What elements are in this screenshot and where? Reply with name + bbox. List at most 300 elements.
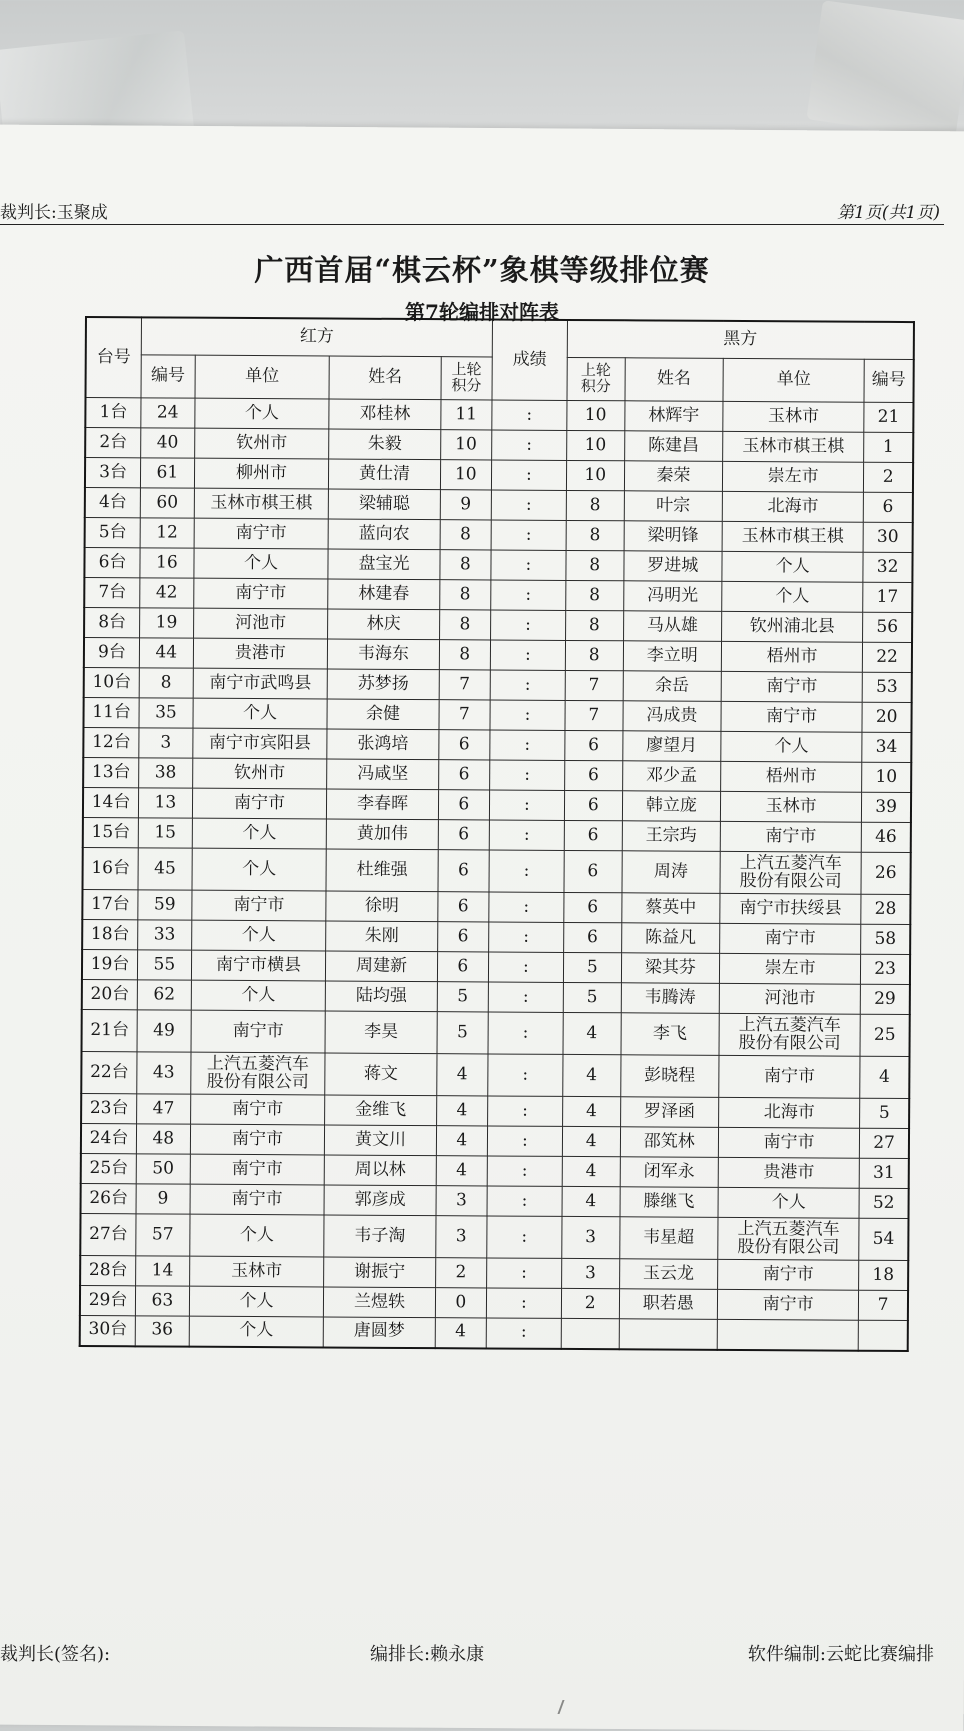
col-black-number: 编号 [864,359,914,402]
result: : [491,490,566,520]
table-row [81,1051,909,1098]
red-unit: 南宁市 [193,578,328,609]
black-prev-score: 6 [563,922,621,952]
black-number: 58 [861,924,910,954]
black-unit: 崇左市 [722,461,863,492]
black-unit: 个人 [721,731,862,762]
red-unit: 南宁市 [192,788,327,819]
red-name: 林庆 [328,609,439,640]
red-number: 50 [136,1154,190,1184]
result: : [492,400,567,430]
red-name: 李昊 [325,1011,437,1054]
black-name: 滕继飞 [620,1187,719,1218]
black-unit: 南宁市 [720,923,861,954]
black-unit: 南宁市 [719,1055,860,1098]
black-number: 29 [860,984,909,1014]
red-number: 62 [137,980,191,1010]
black-number: 56 [863,612,912,642]
black-prev-score: 4 [562,1096,620,1126]
black-name: 职若愚 [619,1289,718,1320]
red-number: 60 [140,488,194,518]
red-name: 杜维强 [326,849,438,892]
black-unit: 南宁市 [721,701,862,732]
red-prev-score: 6 [437,922,489,952]
black-name: 叶宗 [624,491,723,522]
black-unit: 南宁市 [720,821,861,852]
red-unit: 玉林市 [189,1256,324,1287]
black-unit: 玉林市棋王棋 [722,521,863,552]
result: : [490,640,565,670]
table-number: 24台 [81,1123,137,1153]
black-number: 7 [859,1290,908,1320]
black-name: 陈益凡 [621,923,720,954]
black-prev-score: 10 [567,400,625,430]
red-name: 李春晖 [327,789,438,820]
black-name: 冯明光 [623,581,722,612]
table-number: 18台 [82,919,138,949]
table-number: 4台 [85,488,141,518]
black-name: 李立明 [623,641,722,672]
red-prev-score: 5 [437,1012,489,1054]
black-prev-score [561,1318,619,1348]
result: : [489,850,564,892]
table-number: 5台 [85,518,141,548]
red-unit: 南宁市 [190,1124,325,1155]
red-prev-score: 4 [435,1318,487,1348]
black-prev-score: 4 [563,1012,621,1054]
page-info: 第1页(共1页) [837,203,940,223]
black-unit: 北海市 [719,1097,860,1128]
black-prev-score: 6 [564,790,622,820]
result: : [487,1216,562,1258]
black-number: 52 [859,1188,908,1218]
red-prev-score: 6 [437,892,489,922]
result: : [486,1288,561,1318]
black-name [619,1319,718,1350]
col-black: 黑方 [567,320,914,360]
result: : [490,730,565,760]
result: : [491,550,566,580]
table-number: 28台 [80,1255,136,1285]
table-number: 30台 [80,1315,136,1345]
red-prev-score: 10 [440,430,492,460]
red-prev-score: 3 [436,1186,488,1216]
black-name: 王宗玙 [622,821,721,852]
table-number: 9台 [84,638,140,668]
red-unit: 柳州市 [194,458,329,489]
red-prev-score: 6 [438,820,490,850]
result: : [488,1054,563,1096]
red-unit: 个人 [191,980,326,1011]
black-prev-score: 4 [562,1156,620,1186]
software-credit: 软件编制:云蛇比赛编排 [747,1644,934,1665]
red-unit: 南宁市 [190,1154,325,1185]
table-number: 8台 [84,608,140,638]
black-number: 39 [862,792,911,822]
arranger: 编排长:赖永康 [370,1644,485,1665]
table-number: 19台 [82,949,138,979]
red-number: 24 [141,398,195,428]
red-unit: 个人 [191,920,326,951]
result: : [488,982,563,1012]
table-number: 25台 [81,1153,137,1183]
black-name: 李飞 [621,1013,720,1056]
red-prev-score: 8 [440,550,492,580]
black-name: 闭军永 [620,1157,719,1188]
black-prev-score: 8 [566,580,624,610]
red-prev-score: 10 [440,460,492,490]
red-prev-score: 4 [436,1126,488,1156]
red-name: 陆均强 [326,981,437,1012]
red-prev-score: 6 [437,952,489,982]
black-number: 10 [862,762,911,792]
red-unit: 南宁市武鸣县 [193,668,328,699]
red-name: 韦海东 [328,639,439,670]
red-number: 55 [138,950,192,980]
red-number: 33 [138,920,192,950]
red-name: 林建春 [328,579,439,610]
table-number: 22台 [81,1051,137,1093]
black-prev-score: 6 [564,850,622,892]
black-name: 邓少孟 [622,761,721,792]
red-name: 蓝向农 [328,519,439,550]
black-unit: 北海市 [722,491,863,522]
red-unit: 南宁市 [191,890,326,921]
black-prev-score: 3 [561,1258,619,1288]
black-number: 18 [859,1260,908,1290]
red-name: 谢振宁 [324,1257,435,1288]
red-prev-score: 3 [435,1216,487,1258]
black-unit: 玉林市 [723,401,864,432]
red-prev-score: 6 [438,850,490,892]
table-number: 16台 [82,847,138,889]
red-name: 蒋文 [325,1053,437,1096]
table-number: 10台 [84,667,140,697]
red-unit: 钦州市 [194,428,329,459]
table-number: 14台 [83,787,139,817]
black-unit: 梧州市 [721,641,862,672]
red-name: 盘宝光 [328,549,439,580]
red-number: 63 [136,1286,190,1316]
black-unit: 南宁市 [718,1127,859,1158]
result: : [488,1096,563,1126]
black-prev-score: 6 [564,820,622,850]
black-number: 20 [862,702,911,732]
red-unit: 玉林市棋王棋 [194,488,329,519]
result: : [488,1012,563,1054]
table-number: 17台 [82,889,138,919]
red-name: 黄文川 [325,1125,436,1156]
table-row [82,847,910,894]
red-number: 14 [136,1256,190,1286]
table-number: 12台 [83,727,139,757]
black-unit: 个人 [722,551,863,582]
table-number: 23台 [81,1093,137,1123]
red-unit: 贵港市 [193,638,328,669]
red-name: 唐圆梦 [324,1317,435,1348]
result: : [486,1318,561,1348]
black-name: 韦星超 [619,1217,718,1260]
table-number: 29台 [80,1285,136,1315]
black-unit: 上汽五菱汽车 股份有限公司 [720,851,861,894]
result: : [491,520,566,550]
result: : [490,700,565,730]
header-row-1 [86,317,914,360]
col-red: 红方 [141,317,492,357]
red-number: 13 [139,788,193,818]
col-red-prev-score: 上轮 积分 [441,357,493,400]
black-number: 32 [863,552,912,582]
col-result: 成绩 [492,319,567,400]
black-unit: 南宁市扶绥县 [720,893,861,924]
red-number: 57 [136,1214,190,1256]
black-unit: 玉林市棋王棋 [723,431,864,462]
pairings-table [79,316,915,1352]
red-number: 47 [137,1094,191,1124]
red-unit: 河池市 [193,608,328,639]
red-prev-score: 6 [438,730,490,760]
red-unit: 南宁市横县 [191,950,326,981]
table-number: 21台 [82,1009,138,1051]
result: : [491,460,566,490]
black-name: 韦腾涛 [621,983,720,1014]
red-unit: 个人 [189,1286,324,1317]
black-prev-score: 5 [563,952,621,982]
red-name: 苏梦扬 [328,669,439,700]
result: : [491,580,566,610]
red-unit: 个人 [194,548,329,579]
result: : [492,430,567,460]
black-unit: 钦州浦北县 [722,611,863,642]
table-row [80,1315,908,1350]
black-unit: 南宁市 [717,1289,858,1320]
red-number: 44 [139,638,193,668]
black-unit: 个人 [718,1187,859,1218]
result: : [489,820,564,850]
red-name: 郭彦成 [324,1185,435,1216]
black-unit: 河池市 [719,983,860,1014]
col-red-unit: 单位 [195,355,330,399]
black-name: 冯成贵 [623,701,722,732]
red-number: 45 [138,848,192,890]
table-number: 15台 [83,817,139,847]
black-prev-score: 8 [566,490,624,520]
chief-judge: 裁判长:玉聚成 [0,203,108,223]
red-unit: 个人 [189,1214,324,1257]
table-number: 2台 [85,428,141,458]
black-prev-score: 10 [566,430,624,460]
black-unit: 贵港市 [718,1157,859,1188]
red-prev-score: 6 [438,760,490,790]
red-unit: 钦州市 [192,758,327,789]
red-unit: 个人 [192,818,327,849]
result: : [487,1126,562,1156]
page-title: 广西首届“棋云杯”象棋等级排位赛 [254,253,710,287]
red-number: 16 [140,548,194,578]
red-unit: 上汽五菱汽车 股份有限公司 [190,1052,325,1095]
result: : [488,952,563,982]
tape-right [806,0,964,140]
result: : [487,1186,562,1216]
red-prev-score: 8 [439,640,491,670]
red-number: 3 [139,728,193,758]
red-name: 邓桂林 [329,399,440,430]
red-number: 43 [137,1052,191,1094]
table-number: 26台 [81,1183,137,1213]
black-unit: 玉林市 [720,791,861,822]
table-number: 20台 [82,979,138,1009]
red-prev-score: 2 [435,1258,487,1288]
red-unit: 个人 [193,698,328,729]
black-name: 廖望月 [622,731,721,762]
pairings-body [80,398,914,1351]
black-unit: 个人 [722,581,863,612]
black-unit: 上汽五菱汽车 股份有限公司 [719,1013,860,1056]
red-unit: 南宁市 [191,1010,326,1053]
black-number: 5 [860,1098,909,1128]
black-name: 彭晓程 [620,1055,719,1098]
black-name: 罗泽函 [620,1097,719,1128]
result: : [489,922,564,952]
red-prev-score: 5 [437,982,489,1012]
red-name: 黄加伟 [327,819,438,850]
black-number: 25 [860,1014,910,1056]
black-number: 46 [861,822,910,852]
black-number: 26 [861,852,911,894]
red-unit: 南宁市宾阳县 [192,728,327,759]
judge-signature: 裁判长(签名): [0,1644,111,1665]
black-unit: 梧州市 [721,761,862,792]
black-prev-score: 6 [564,760,622,790]
black-number: 21 [864,402,913,432]
red-number: 15 [138,818,192,848]
black-prev-score: 4 [562,1126,620,1156]
black-number: 1 [864,432,913,462]
result: : [487,1258,562,1288]
red-name: 周以林 [325,1155,436,1186]
col-table: 台号 [86,317,142,398]
red-number: 35 [139,698,193,728]
red-prev-score: 8 [439,580,491,610]
black-number: 30 [863,522,912,552]
black-unit [717,1319,858,1350]
red-number: 59 [138,890,192,920]
red-number: 36 [135,1316,189,1346]
black-unit: 崇左市 [719,953,860,984]
result: : [489,790,564,820]
table-number: 13台 [83,757,139,787]
black-prev-score: 6 [564,892,622,922]
black-unit: 南宁市 [718,1259,859,1290]
red-number: 48 [137,1124,191,1154]
black-number: 27 [860,1128,909,1158]
black-prev-score: 8 [566,520,624,550]
black-prev-score: 8 [566,550,624,580]
red-name: 朱刚 [326,921,437,952]
black-number: 22 [863,642,912,672]
page-subtitle: 第7轮编排对阵表 [405,300,559,324]
black-name: 蔡英中 [621,893,720,924]
black-name: 梁其芬 [621,953,720,984]
black-name: 陈建昌 [624,431,723,462]
red-name: 张鸿培 [327,729,438,760]
red-prev-score: 4 [436,1054,488,1096]
black-name: 秦荣 [624,461,723,492]
col-red-name: 姓名 [329,356,441,400]
result: : [491,610,566,640]
red-prev-score: 11 [440,400,492,430]
black-name: 梁明锋 [624,521,723,552]
red-unit: 个人 [192,848,327,891]
black-prev-score: 8 [565,640,623,670]
red-unit: 南宁市 [190,1094,325,1125]
black-number: 6 [863,492,912,522]
red-name: 冯咸坚 [327,759,438,790]
red-unit: 南宁市 [190,1184,325,1215]
red-prev-score: 9 [440,490,492,520]
red-name: 兰煜轶 [324,1287,435,1318]
table-number: 7台 [84,578,140,608]
black-number: 23 [861,954,910,984]
red-name: 梁辅聪 [329,489,440,520]
red-name: 金维飞 [325,1095,436,1126]
red-prev-score: 7 [439,700,491,730]
red-number: 9 [136,1184,190,1214]
col-black-name: 姓名 [625,358,724,402]
table-number: 6台 [84,548,140,578]
table-number: 3台 [85,458,141,488]
result: : [487,1156,562,1186]
red-prev-score: 4 [436,1156,488,1186]
red-prev-score: 6 [438,790,490,820]
black-number: 34 [862,732,911,762]
red-name: 黄仕清 [329,459,440,490]
red-number: 61 [141,458,195,488]
black-name: 余岳 [623,671,722,702]
table-number: 27台 [80,1213,136,1255]
red-name: 朱毅 [329,429,440,460]
black-number: 17 [863,582,912,612]
col-black-unit: 单位 [723,358,864,402]
page-header [0,198,964,226]
result: : [489,892,564,922]
col-red-number: 编号 [141,355,195,398]
red-number: 38 [139,758,193,788]
table-number: 11台 [83,697,139,727]
red-name: 徐明 [326,891,437,922]
black-name: 邵笂林 [620,1127,719,1158]
black-name: 玉云龙 [619,1259,718,1290]
black-number: 53 [862,672,911,702]
black-prev-score: 7 [565,670,623,700]
black-prev-score: 4 [563,1054,621,1096]
red-name: 余健 [327,699,438,730]
red-prev-score: 7 [439,670,491,700]
result: : [490,760,565,790]
black-prev-score: 4 [562,1186,620,1216]
red-number: 19 [140,608,194,638]
black-name: 罗进城 [624,551,723,582]
red-unit: 个人 [194,398,329,429]
header-divider [0,224,944,225]
table-number: 1台 [85,398,141,428]
black-name: 周涛 [622,851,721,894]
table-row [82,1009,910,1056]
black-number: 31 [859,1158,908,1188]
black-number: 4 [860,1056,910,1098]
result: : [490,670,565,700]
black-prev-score: 7 [565,700,623,730]
